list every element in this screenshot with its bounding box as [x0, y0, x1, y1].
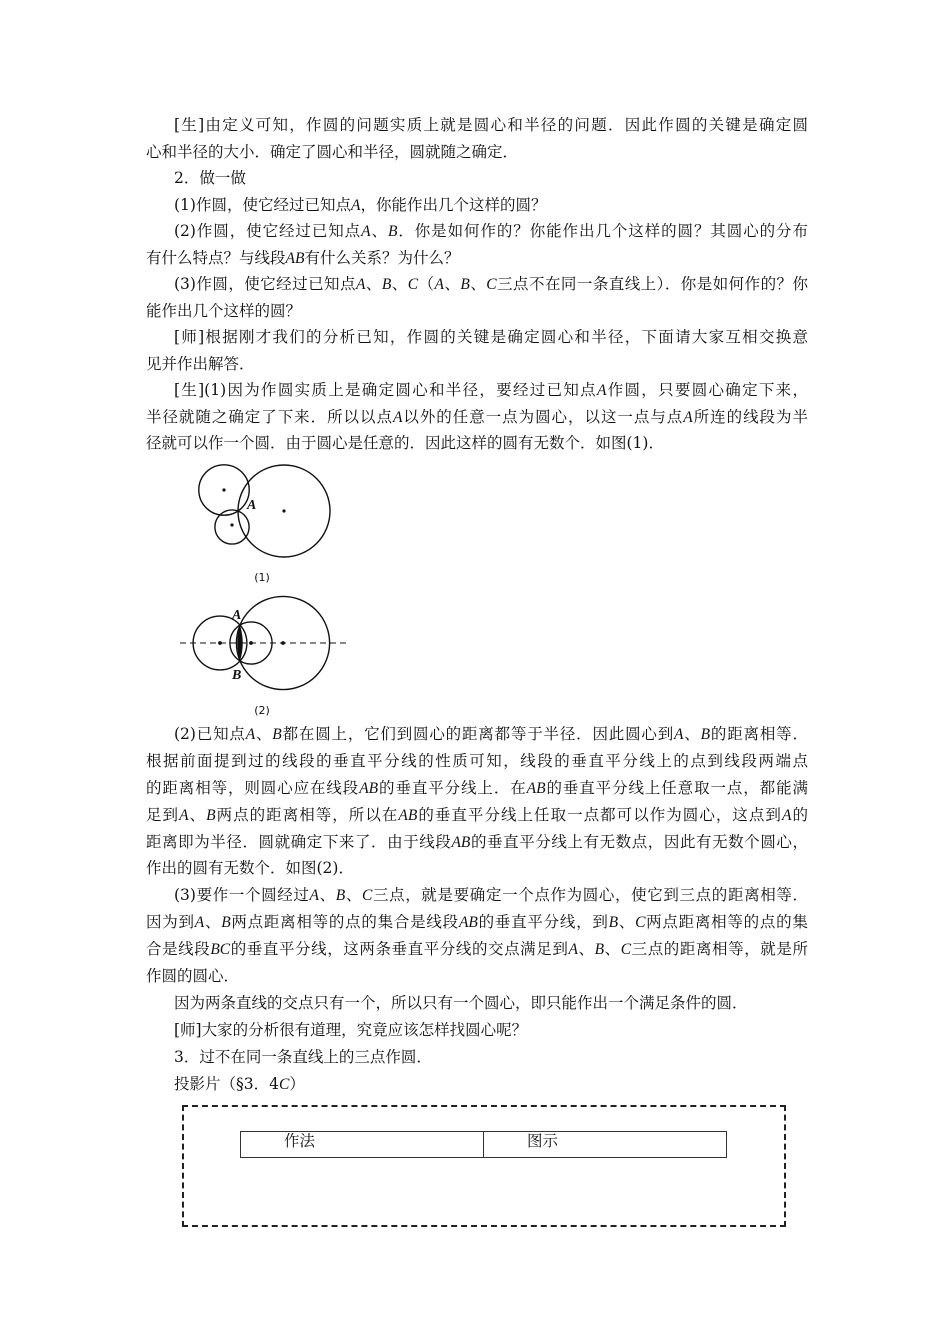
- heading-three-points-circle: [146, 1044, 808, 1071]
- text-line: [师]大家的分析很有道理，究竟应该怎样找圆心呢？: [174, 1020, 528, 1039]
- text-line: 因为到A、B两点距离相等的点的集合是线段AB的垂直平分线，到B、C两点距离相等的点的集: [146, 913, 808, 932]
- paragraph-conclusion: [146, 990, 808, 1017]
- latin-variable: B: [381, 276, 392, 293]
- figure-circles-through-point-a: [180, 455, 350, 590]
- text-line: 投影片（§3．4C）: [174, 1074, 305, 1093]
- text-line: 半径就随之确定了下来．所以以点A以外的任意一点为圆心，以这一点与点A所连的线段为半: [146, 407, 808, 426]
- figure-caption: (1): [254, 571, 270, 584]
- text-line: 因为两条直线的交点只有一个，所以只有一个圆心，即只能作出一个满足条件的圆．: [174, 993, 748, 1012]
- latin-variable: A: [392, 408, 403, 426]
- latin-variable: AB: [285, 249, 305, 267]
- circle-lower: [215, 510, 249, 544]
- text-line: (2)作圆，使它经过已知点A、B．你是如何作的？你能作出几个这样的圆？其圆心的分布: [174, 222, 808, 240]
- latin-variable: B: [700, 726, 711, 743]
- projection-slide-label: [146, 1071, 808, 1098]
- latin-variable: A: [434, 276, 444, 293]
- latin-variable: C: [407, 276, 419, 293]
- text-line: (3)作圆，使它经过已知点A、B、C（A、B、C三点不在同一条直线上）．你是如何作的？你: [174, 275, 808, 293]
- text-section-top: [146, 112, 808, 457]
- point-label-a: A: [247, 498, 257, 513]
- point-label-a: A: [232, 608, 242, 623]
- center-dot: [218, 641, 222, 645]
- figure-circles-through-points-a-b: [175, 590, 355, 720]
- text-line: 足到A、B两点的距离相等，所以在AB的垂直平分线上任取一点都可以作为圆心，这点到A的: [146, 805, 808, 824]
- latin-variable: A: [683, 408, 693, 426]
- text-line: 3．过不在同一条直线上的三点作圆．: [174, 1047, 432, 1066]
- latin-variable: B: [387, 223, 398, 240]
- paragraph-student-answer-1: [146, 377, 808, 457]
- question-3: [146, 271, 808, 324]
- latin-variable: A: [194, 914, 205, 932]
- latin-variable: BC: [210, 941, 231, 959]
- paragraph-student-definition: [146, 112, 808, 165]
- latin-variable: AB: [526, 779, 546, 797]
- center-dot: [222, 488, 225, 491]
- latin-variable: AB: [458, 914, 478, 932]
- latin-variable: A: [596, 382, 607, 399]
- table-header-diagram: 图示: [527, 1132, 559, 1150]
- latin-variable: A: [781, 806, 792, 824]
- latin-variable: B: [221, 914, 231, 932]
- text-line: 有什么特点？与线段AB有什么关系？为什么？: [146, 248, 460, 267]
- paragraph-student-answer-2: [146, 721, 808, 882]
- figure-caption: (2): [254, 704, 270, 717]
- projection-slide-frame: [182, 1105, 786, 1227]
- latin-variable: A: [245, 726, 256, 743]
- text-line: 合是线段BC的垂直平分线，这两条垂直平分线的交点满足到A、B、C三点的距离相等，就是所: [146, 940, 808, 959]
- latin-variable: A: [179, 806, 189, 824]
- text-line: 作出的圆有无数个．如图(2)．: [146, 859, 354, 878]
- latin-variable: AB: [359, 779, 379, 797]
- projection-table: [240, 1131, 727, 1158]
- paragraph-teacher-remark: [146, 324, 808, 377]
- latin-variable: B: [460, 276, 470, 293]
- latin-variable: B: [594, 941, 605, 959]
- latin-variable: A: [361, 223, 371, 240]
- text-line: (1)作圆，使它经过已知点A，你能作出几个这样的圆？: [174, 195, 547, 214]
- latin-variable: C: [362, 887, 373, 905]
- text-line: (2)已知点A、B都在圆上，它们到圆心的距离都等于半径．因此圆心到A、B的距离相等．: [174, 725, 808, 743]
- latin-variable: A: [350, 196, 361, 214]
- text-line: 2．做一做: [174, 169, 246, 187]
- latin-variable: AB: [398, 806, 418, 824]
- text-line: [生](1)因为作圆实质上是确定圆心和半径，要经过已知点A作圆，只要圆心确定下来，: [174, 381, 808, 399]
- latin-variable: B: [335, 887, 346, 905]
- latin-variable: AB: [451, 833, 471, 851]
- latin-variable: A: [674, 726, 684, 743]
- heading-try-it: [146, 165, 808, 192]
- latin-variable: B: [608, 914, 619, 932]
- latin-variable: C: [635, 914, 646, 932]
- text-line: [生]由定义可知，作圆的问题实质上就是圆心和半径的问题．因此作圆的关键是确定圆: [174, 116, 808, 134]
- latin-variable: C: [278, 1075, 290, 1093]
- point-label-b: B: [232, 668, 242, 683]
- text-section-bottom: [146, 721, 808, 1097]
- text-line: 根据前面提到过的线段的垂直平分线的性质可知，线段的垂直平分线上的点到线段两端点: [146, 751, 808, 770]
- latin-variable: A: [355, 276, 366, 293]
- center-dot: [230, 523, 233, 526]
- latin-variable: C: [620, 941, 632, 959]
- latin-variable: C: [486, 276, 497, 293]
- text-line: [师]根据刚才我们的分析已知，作圆的关键是确定圆心和半径，下面请大家互相交换意: [174, 328, 808, 346]
- question-2: [146, 218, 808, 271]
- text-line: 心和半径的大小．确定了圆心和半径，圆就随之确定．: [146, 142, 519, 161]
- text-line: 距离即为半径．圆就确定下来了．由于线段AB的垂直平分线上有无数点，因此有无数个圆心，: [146, 832, 808, 851]
- text-line: 见并作出解答．: [146, 354, 255, 373]
- latin-variable: A: [568, 941, 578, 959]
- table-header-method: 作法: [241, 1132, 484, 1157]
- center-dot: [249, 641, 253, 645]
- text-line: 的距离相等，则圆心应在线段AB的垂直平分线上．在AB的垂直平分线上任意取一点，都能满: [146, 778, 808, 797]
- center-dot: [281, 641, 285, 645]
- latin-variable: A: [309, 887, 319, 905]
- text-line: 能作出几个这样的圆？: [146, 301, 302, 320]
- text-line: (3)要作一个圆经过A、B、C三点，就是要确定一个点作为圆心，使它到三点的距离相等．: [174, 886, 808, 905]
- latin-variable: B: [272, 726, 282, 743]
- paragraph-student-answer-3: [146, 882, 808, 990]
- text-line: 作圆的圆心．: [146, 967, 240, 986]
- latin-variable: B: [206, 806, 216, 824]
- center-dot: [282, 509, 285, 512]
- paragraph-teacher-question: [146, 1017, 808, 1044]
- text-line: 径就可以作一个圆．由于圆心是任意的．因此这样的圆有无数个．如图(1)．: [146, 434, 664, 452]
- question-1: [146, 192, 808, 219]
